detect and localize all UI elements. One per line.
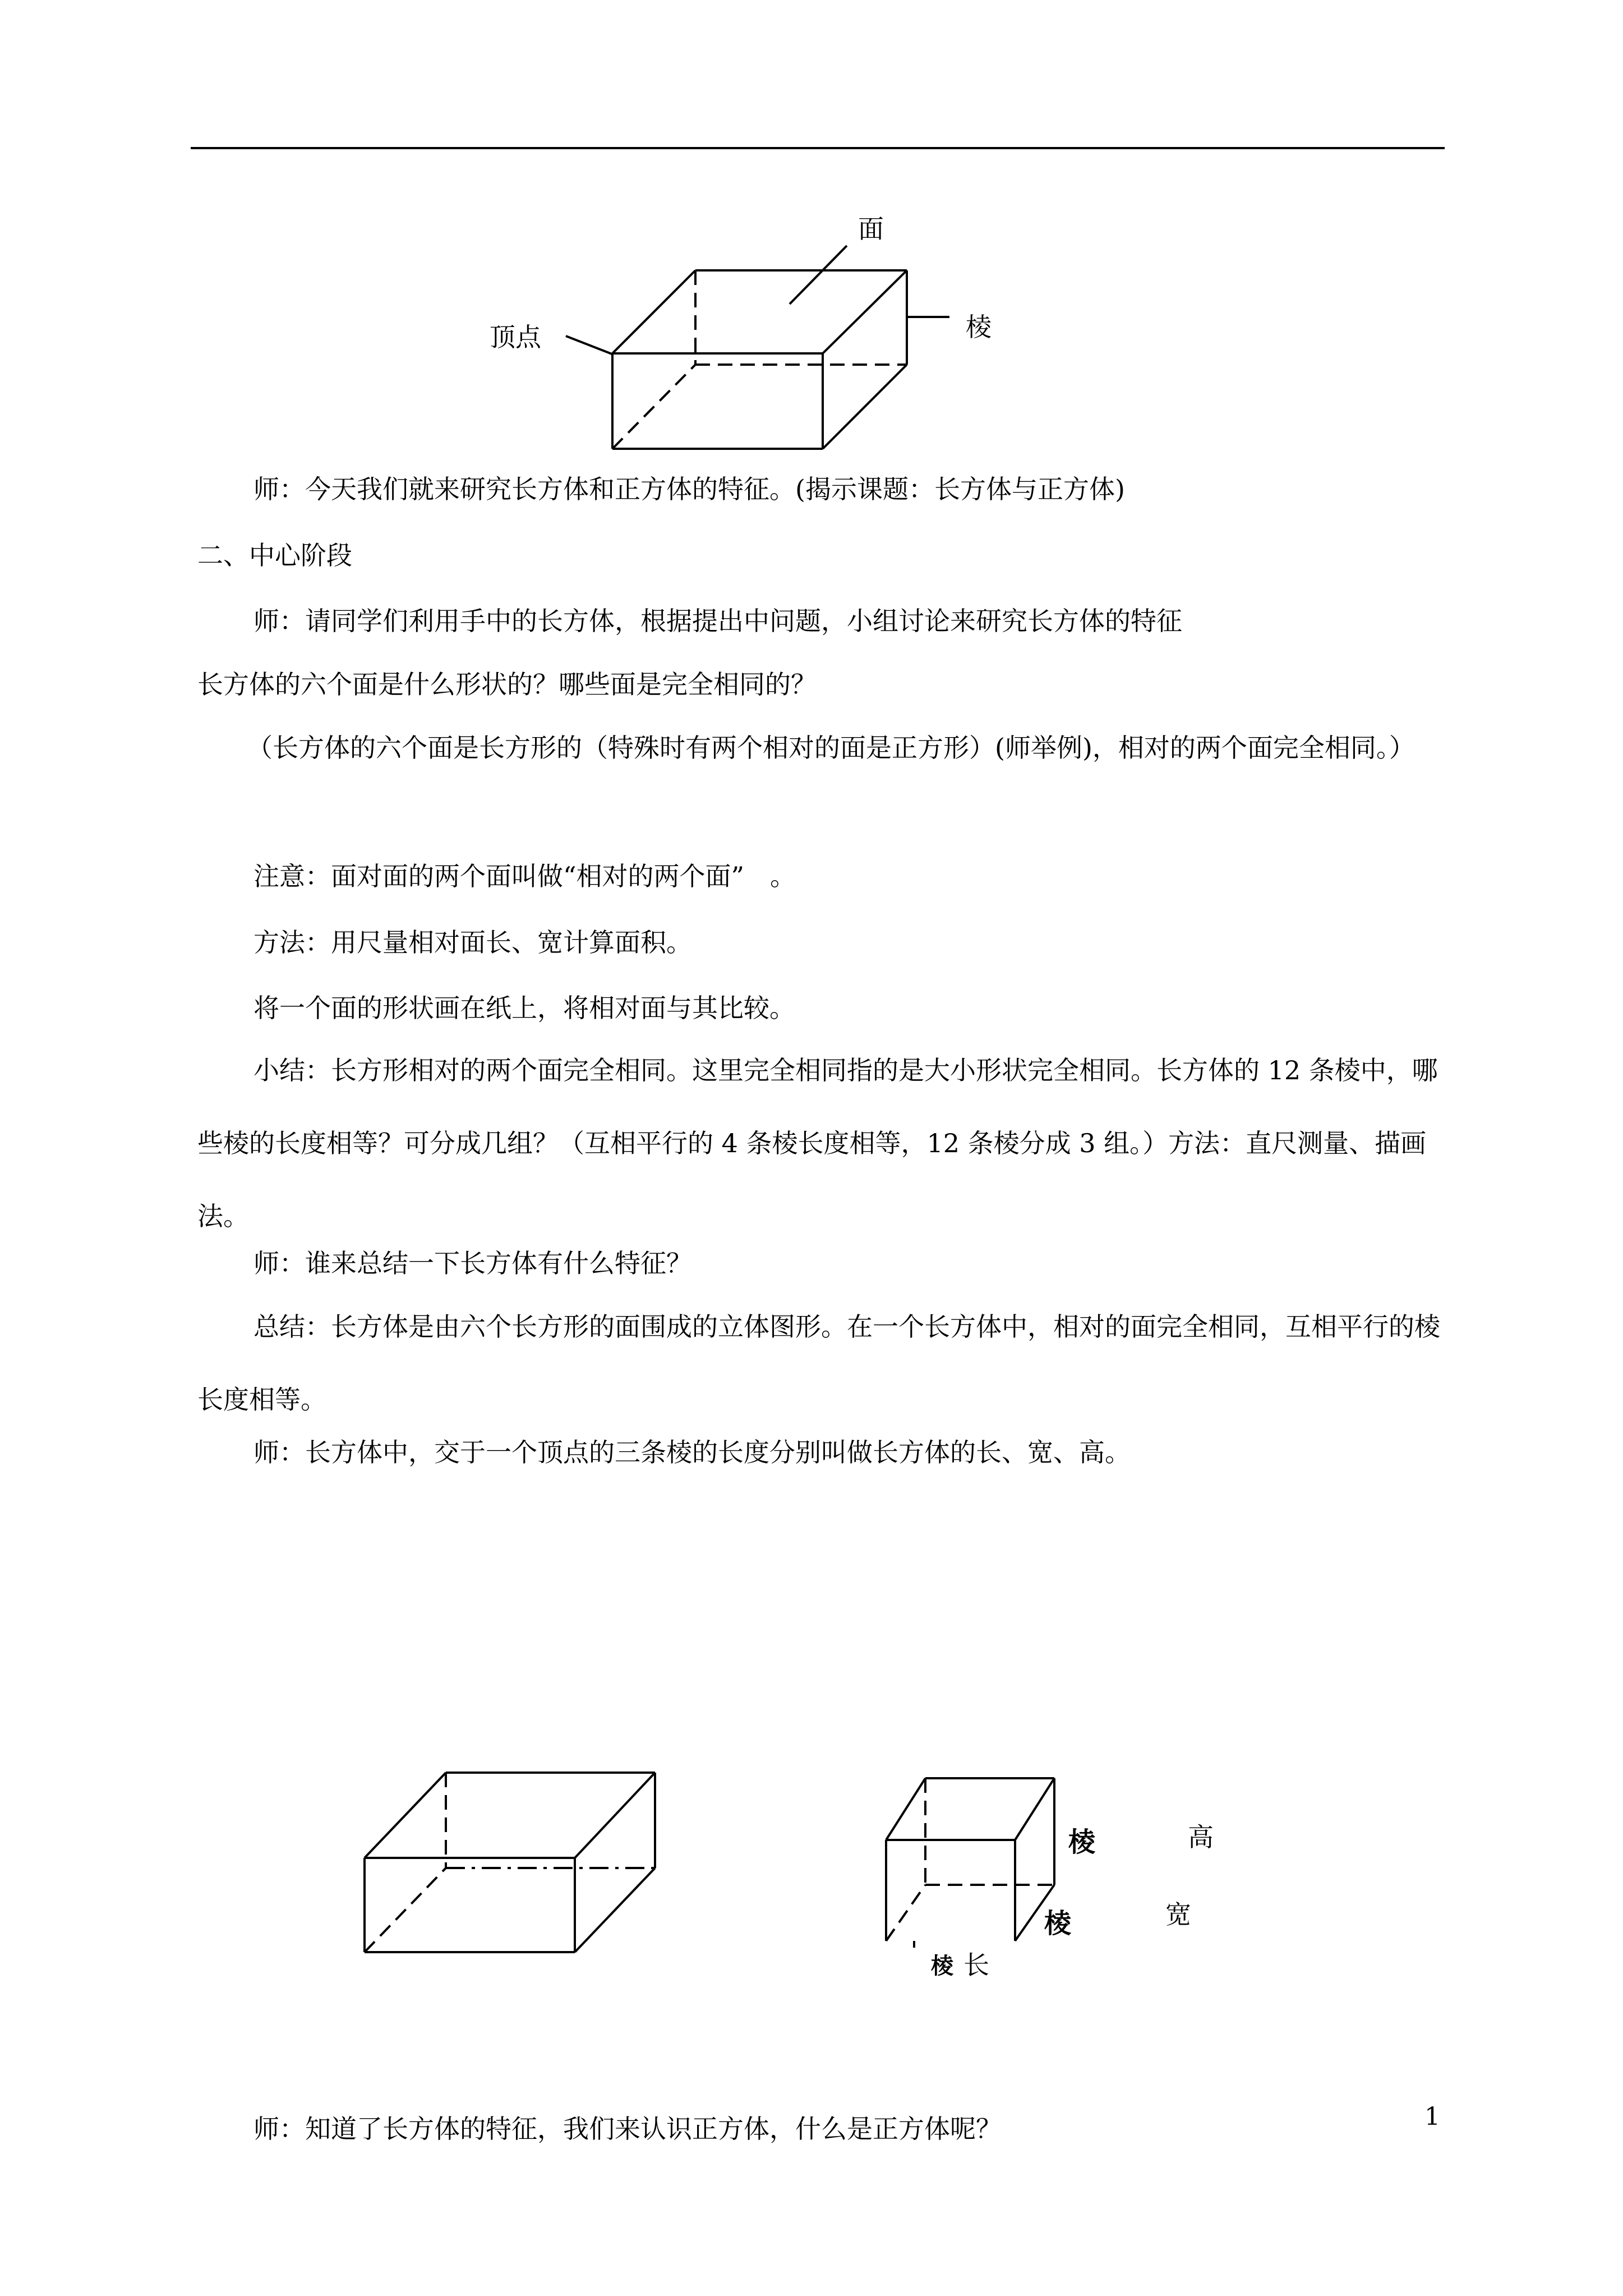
header-rule	[191, 147, 1445, 149]
edge-label: 棱	[966, 312, 992, 342]
height-label: 高	[1188, 1822, 1214, 1852]
vertex-label: 顶点	[490, 322, 541, 352]
page-number: 1	[1424, 2102, 1440, 2131]
edge-label-bottom: 棱	[931, 1953, 953, 1979]
paragraph-cube-intro: 师：知道了长方体的特征，我们来认识正方体，什么是正方体呢？	[253, 2114, 1002, 2144]
paragraph-method: 方法：用尺量相对面长、宽计算面积。	[253, 927, 692, 958]
edge-leader-line	[906, 314, 951, 320]
face-leader-line	[785, 241, 852, 309]
paragraph-question: 长方体的六个面是什么形状的？哪些面是完全相同的？	[197, 669, 817, 700]
paragraph-compare: 将一个面的形状画在纸上，将相对面与其比较。	[253, 993, 795, 1023]
paragraph-summary-small	[197, 1034, 1448, 1253]
paragraph-task: 师：请同学们利用手中的长方体，根据提出中问题，小组讨论来研究长方体的特征	[253, 606, 1182, 636]
edge-label-depth: 棱	[1044, 1908, 1072, 1939]
face-label: 面	[858, 214, 884, 244]
paragraph-answer-text: （长方体的六个面是长方形的（特殊时有两个相对的面是正方形）(师举例)，相对的两个面完全相同。）	[247, 733, 1415, 763]
vertex-leader-line	[564, 334, 614, 356]
section-heading: 二、中心阶段	[197, 540, 352, 570]
width-label: 宽	[1165, 1899, 1191, 1930]
paragraph-question-teacher: 师：谁来总结一下长方体有什么特征？	[253, 1248, 692, 1278]
paragraph-summary	[197, 1290, 1448, 1436]
paragraph-note: 注意：面对面的两个面叫做“相对的两个面” 。	[253, 861, 796, 891]
paragraph-dimensions: 师：长方体中，交于一个顶点的三条棱的长度分别叫做长方体的长、宽、高。	[253, 1437, 1131, 1467]
length-label: 长	[963, 1950, 989, 1980]
paragraph-topic: 师：今天我们就来研究长方体和正方体的特征。(揭示课题：长方体与正方体)	[253, 474, 1125, 504]
paragraph-summary-text: 总结：长方体是由六个长方形的面围成的立体图形。在一个长方体中，相对的面完全相同，互相平行的棱长度相等。	[197, 1312, 1440, 1415]
cuboid-figure-labeled	[606, 264, 920, 454]
cuboid-figure-plain	[359, 1767, 662, 1958]
paragraph-answer	[197, 711, 1448, 784]
edge-label-vertical: 棱	[1068, 1826, 1096, 1858]
paragraph-summary-small-text: 小结：长方形相对的两个面完全相同。这里完全相同指的是大小形状完全相同。长方体的 12 条棱中，哪些棱的长度相等？可分成几组？（互相平行的 4 条棱长度相等，12 条棱分成 3 组。）方法：直尺测量、描画法。	[197, 1055, 1438, 1231]
